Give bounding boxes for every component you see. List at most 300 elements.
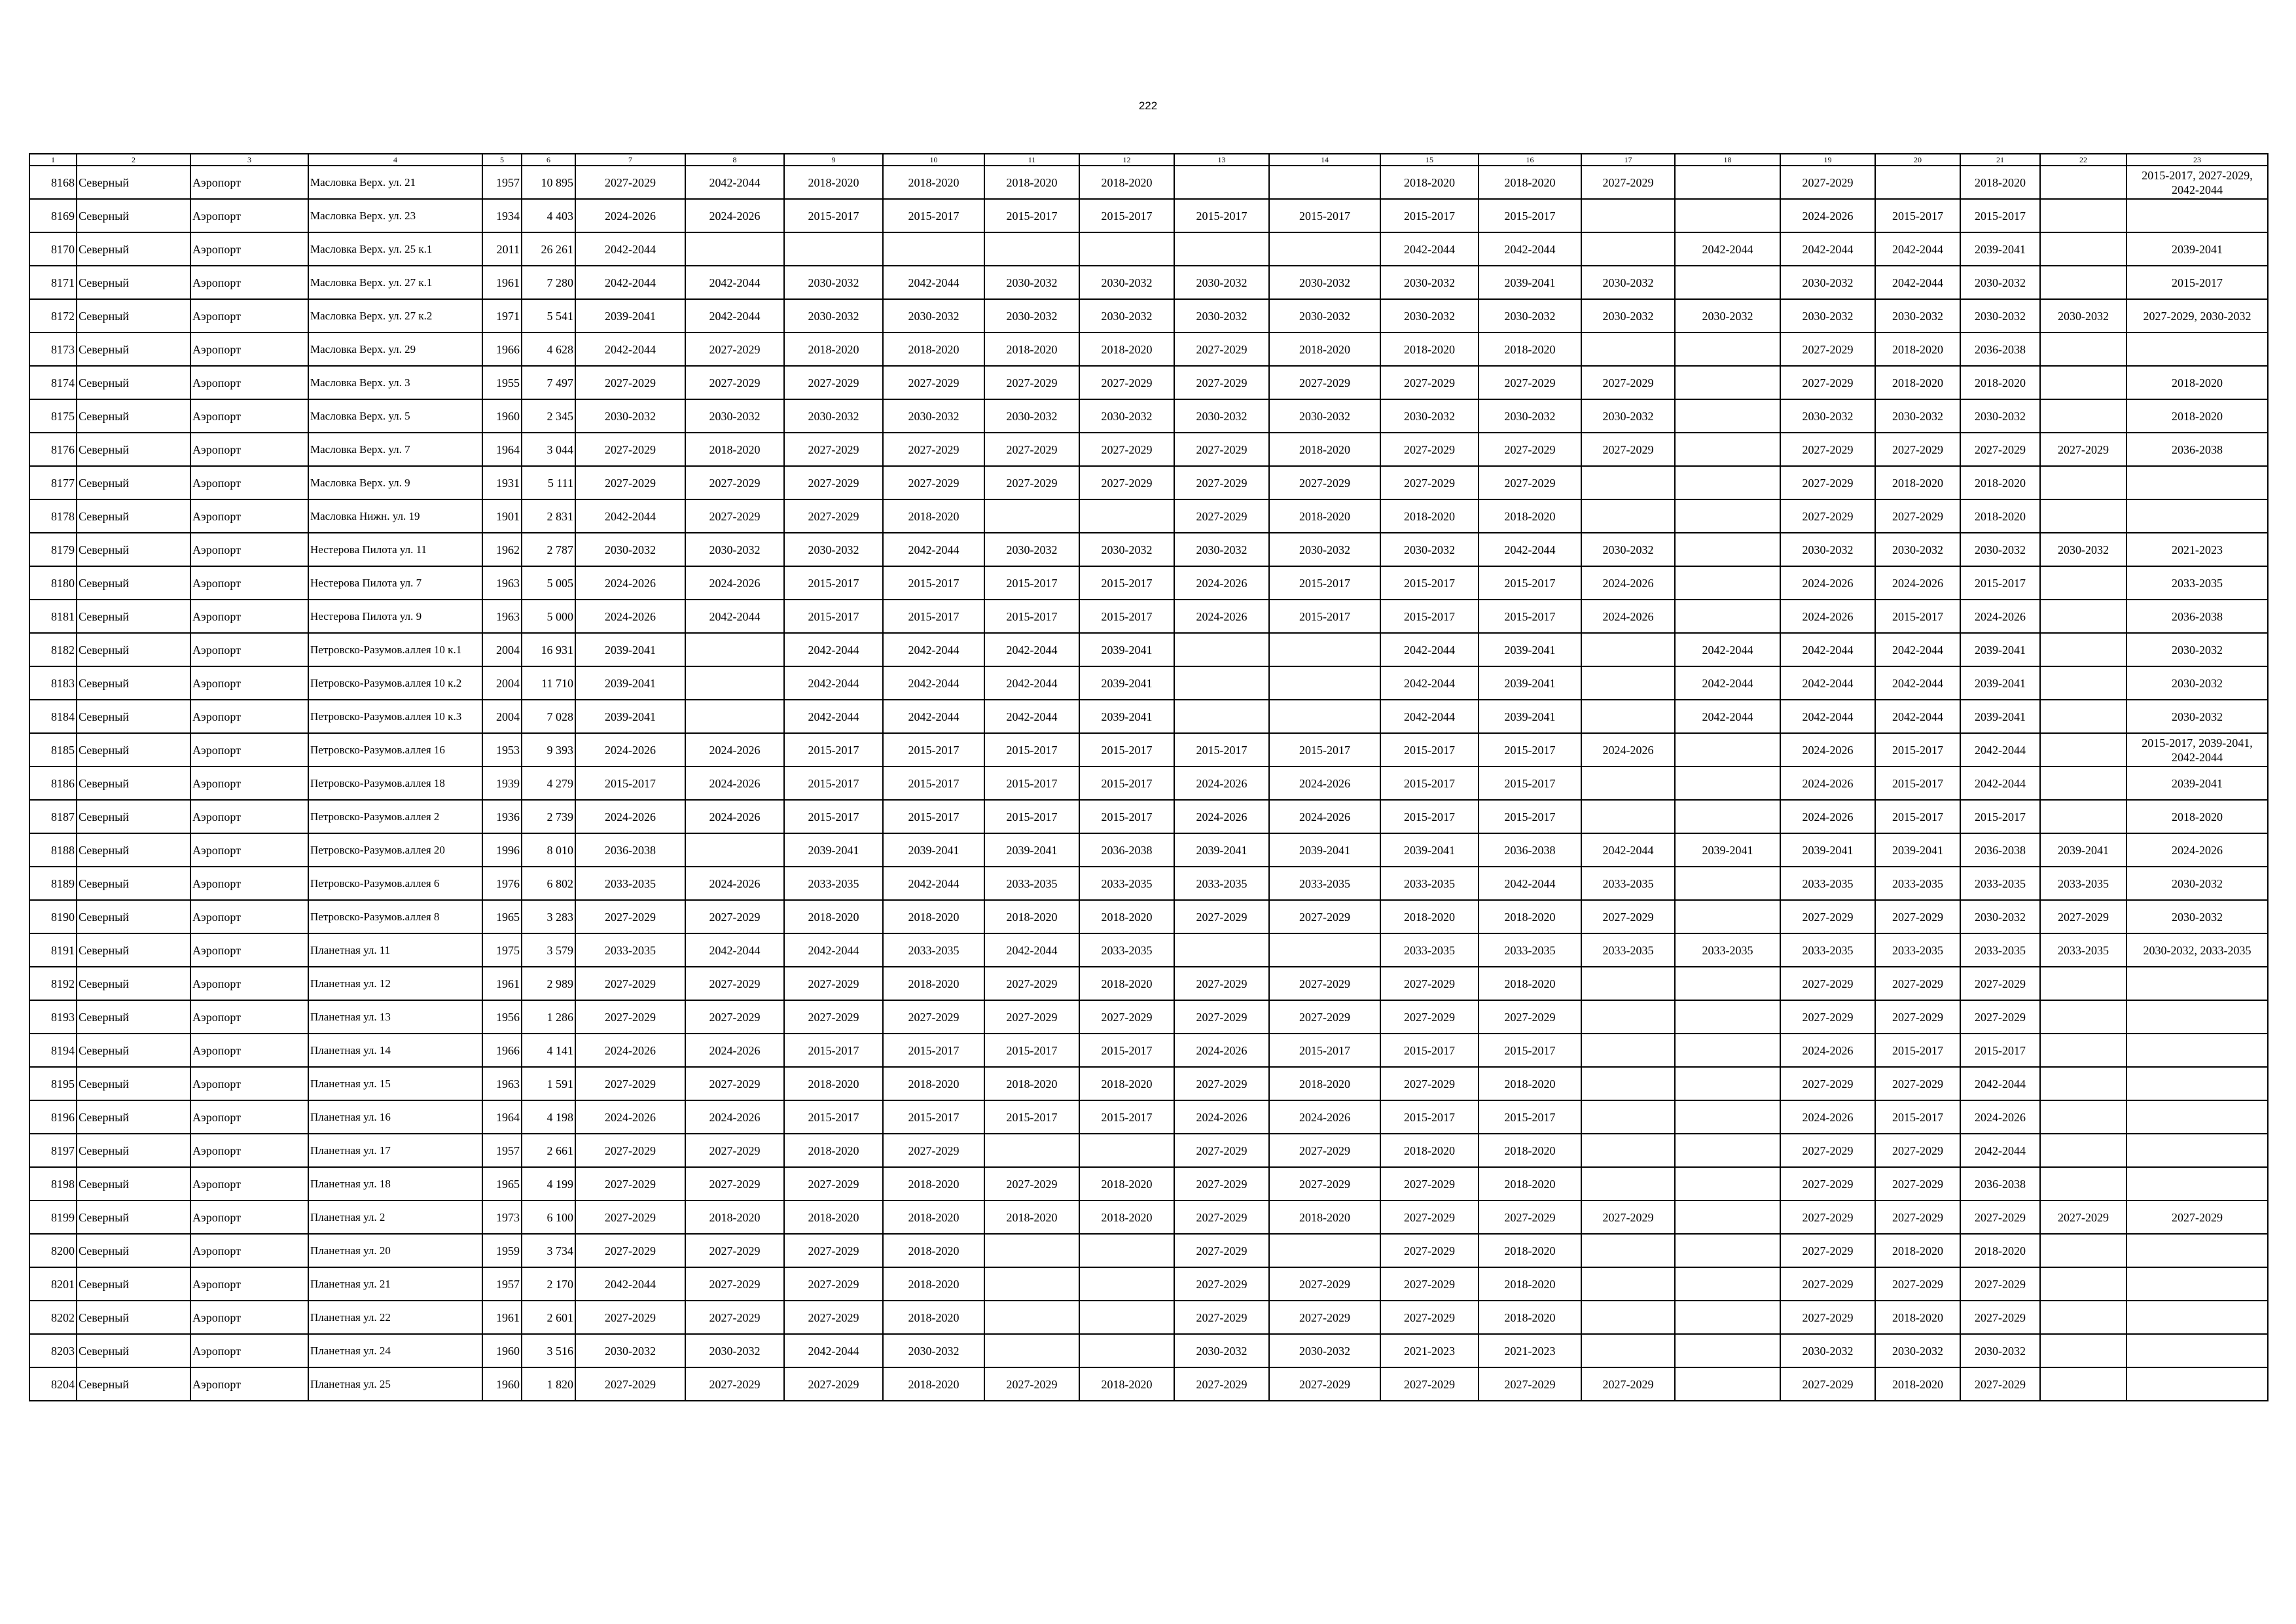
table-cell: 8169 <box>29 199 77 232</box>
table-cell: 2015-2017 <box>984 733 1079 767</box>
table-cell: 8185 <box>29 733 77 767</box>
table-cell: 2018-2020 <box>1479 1301 1581 1334</box>
column-number-cell: 2 <box>77 154 190 166</box>
table-cell: 2027-2029 <box>784 499 883 533</box>
table-cell <box>1675 1301 1780 1334</box>
column-number-cell: 5 <box>482 154 522 166</box>
table-cell: 2027-2029 <box>1380 433 1479 466</box>
table-cell: 2030-2032 <box>575 399 685 433</box>
table-cell: Аэропорт <box>190 533 308 566</box>
table-cell <box>1581 1100 1675 1134</box>
table-cell: 2027-2029 <box>1875 967 1960 1000</box>
table-cell <box>2126 1167 2268 1200</box>
table-cell: 2027-2029 <box>1269 1000 1380 1034</box>
table-cell: Аэропорт <box>190 800 308 833</box>
table-cell: 2027-2029 <box>575 1067 685 1100</box>
table-cell: 2027-2029 <box>1780 499 1875 533</box>
table-cell: 2033-2035 <box>1380 933 1479 967</box>
table-cell: 2018-2020 <box>1079 1167 1174 1200</box>
table-cell: 2033-2035 <box>1875 933 1960 967</box>
table-cell <box>984 1301 1079 1334</box>
table-cell <box>2040 1367 2126 1401</box>
table-cell: 2027-2029 <box>685 1134 784 1167</box>
table-cell: 2027-2029 <box>1079 433 1174 466</box>
table-cell: 4 279 <box>522 767 575 800</box>
table-cell: 8178 <box>29 499 77 533</box>
table-cell: 2004 <box>482 700 522 733</box>
table-cell: 2024-2026 <box>685 566 784 600</box>
table-cell: 2027-2029 <box>984 1000 1079 1034</box>
table-cell: 2015-2017 <box>784 800 883 833</box>
table-cell: 2018-2020 <box>1380 166 1479 199</box>
table-cell: 2018-2020 <box>1269 333 1380 366</box>
table-cell: Северный <box>77 299 190 333</box>
table-cell: 8179 <box>29 533 77 566</box>
table-cell: 1965 <box>482 1167 522 1200</box>
table-cell: 2042-2044 <box>1380 633 1479 666</box>
table-row <box>29 1134 2268 1167</box>
table-cell <box>2040 1301 2126 1334</box>
table-cell: Аэропорт <box>190 566 308 600</box>
table-cell: 8171 <box>29 266 77 299</box>
table-cell: 2018-2020 <box>1269 433 1380 466</box>
table-cell: 2027-2029 <box>1269 967 1380 1000</box>
table-cell: 2015-2017 <box>1079 767 1174 800</box>
table-cell: 2027-2029 <box>1780 967 1875 1000</box>
table-cell <box>1675 1167 1780 1200</box>
column-number-cell: 7 <box>575 154 685 166</box>
table-cell: 2015-2017 <box>984 1100 1079 1134</box>
table-cell <box>2040 333 2126 366</box>
table-row <box>29 266 2268 299</box>
table-cell: 2036-2038 <box>575 833 685 867</box>
table-cell <box>1675 333 1780 366</box>
table-cell <box>1675 600 1780 633</box>
table-cell: 1936 <box>482 800 522 833</box>
table-cell: 2033-2035 <box>1079 933 1174 967</box>
table-cell: 2027-2029 <box>1875 900 1960 933</box>
table-cell: 4 198 <box>522 1100 575 1134</box>
table-cell: 1959 <box>482 1234 522 1267</box>
table-cell: 2042-2044 <box>1960 1067 2040 1100</box>
table-cell: 2027-2029 <box>1960 1301 2040 1334</box>
table-cell: 2015-2017 <box>784 1100 883 1134</box>
table-cell: Аэропорт <box>190 1367 308 1401</box>
table-cell: 2030-2032 <box>984 266 1079 299</box>
table-cell: 2015-2017 <box>1479 800 1581 833</box>
table-cell: 2027-2029 <box>575 1234 685 1267</box>
table-cell: 2015-2017 <box>1479 199 1581 232</box>
table-cell: 1963 <box>482 1067 522 1100</box>
table-cell: 2027-2029 <box>1780 1234 1875 1267</box>
table-cell: 2027-2029 <box>984 967 1079 1000</box>
table-cell: 2015-2017, 2039-2041, 2042-2044 <box>2126 733 2268 767</box>
table-cell: 2024-2026 <box>1269 767 1380 800</box>
table-cell: Нестерова Пилота ул. 11 <box>308 533 482 566</box>
table-cell: Северный <box>77 800 190 833</box>
table-cell: 2024-2026 <box>1174 767 1269 800</box>
table-cell <box>984 232 1079 266</box>
table-cell <box>1079 499 1174 533</box>
table-cell: 2024-2026 <box>685 767 784 800</box>
table-cell: 2042-2044 <box>883 700 984 733</box>
table-cell: Аэропорт <box>190 232 308 266</box>
table-cell <box>2040 499 2126 533</box>
table-cell: 2036-2038 <box>2126 600 2268 633</box>
table-cell <box>1079 232 1174 266</box>
table-cell: 2027-2029 <box>1780 1000 1875 1034</box>
table-cell: 2018-2020 <box>984 333 1079 366</box>
table-cell: 2027-2029 <box>685 1000 784 1034</box>
table-cell <box>2040 800 2126 833</box>
table-cell <box>1675 1367 1780 1401</box>
table-cell: 2024-2026 <box>1780 767 1875 800</box>
table-cell: 2024-2026 <box>575 199 685 232</box>
table-cell: 2027-2029 <box>784 366 883 399</box>
table-cell: 2018-2020 <box>2126 800 2268 833</box>
table-cell: 2042-2044 <box>1380 232 1479 266</box>
table-cell: 2018-2020 <box>883 900 984 933</box>
table-cell: 2033-2035 <box>1380 867 1479 900</box>
table-cell: 2018-2020 <box>1960 166 2040 199</box>
table-cell: 2030-2032 <box>1581 399 1675 433</box>
table-cell: 2018-2020 <box>1269 1067 1380 1100</box>
table-cell <box>784 232 883 266</box>
table-cell: 2018-2020 <box>1479 1234 1581 1267</box>
table-cell: 2030-2032 <box>784 399 883 433</box>
table-cell <box>2126 1100 2268 1134</box>
table-cell <box>1581 1234 1675 1267</box>
table-cell <box>1581 666 1675 700</box>
table-cell: 8186 <box>29 767 77 800</box>
table-cell <box>2126 466 2268 499</box>
table-cell: Северный <box>77 733 190 767</box>
table-cell: 2015-2017 <box>784 767 883 800</box>
table-cell <box>1675 533 1780 566</box>
table-cell: 2024-2026 <box>1174 566 1269 600</box>
table-cell: Планетная ул. 2 <box>308 1200 482 1234</box>
table-cell: 2039-2041 <box>1380 833 1479 867</box>
table-cell: 2027-2029 <box>685 1167 784 1200</box>
table-cell: 2015-2017, 2027-2029, 2042-2044 <box>2126 166 2268 199</box>
table-cell: 2027-2029 <box>784 1267 883 1301</box>
table-cell: 2018-2020 <box>1960 366 2040 399</box>
table-cell: 2027-2029 <box>575 466 685 499</box>
table-cell: 1901 <box>482 499 522 533</box>
table-cell: 2027-2029 <box>1079 1000 1174 1034</box>
table-cell: 2042-2044 <box>1380 666 1479 700</box>
table-cell <box>685 700 784 733</box>
table-cell: 2042-2044 <box>1875 266 1960 299</box>
table-cell <box>1675 1334 1780 1367</box>
table-cell: 2033-2035 <box>883 933 984 967</box>
table-cell <box>1675 767 1780 800</box>
table-cell: 2015-2017 <box>883 733 984 767</box>
table-cell: 1957 <box>482 166 522 199</box>
table-cell: 8197 <box>29 1134 77 1167</box>
table-row <box>29 299 2268 333</box>
table-cell: 2011 <box>482 232 522 266</box>
table-cell: 2027-2029 <box>575 166 685 199</box>
table-cell <box>1675 1100 1780 1134</box>
table-cell: 2015-2017 <box>1960 1034 2040 1067</box>
table-cell: Аэропорт <box>190 399 308 433</box>
table-cell: Аэропорт <box>190 600 308 633</box>
table-cell: 2027-2029 <box>1174 1167 1269 1200</box>
table-cell: 2018-2020 <box>1079 1367 1174 1401</box>
table-cell: 2027-2029 <box>1380 1200 1479 1234</box>
table-cell: 8192 <box>29 967 77 1000</box>
table-cell: 2030-2032 <box>1479 399 1581 433</box>
table-cell: 2027-2029 <box>1380 1000 1479 1034</box>
column-number-header <box>29 154 2268 166</box>
table-cell: 8201 <box>29 1267 77 1301</box>
table-cell: 2015-2017 <box>1079 1100 1174 1134</box>
table-cell: 2027-2029 <box>2126 1200 2268 1234</box>
table-cell: 2027-2029 <box>784 433 883 466</box>
table-row <box>29 232 2268 266</box>
table-cell: Планетная ул. 15 <box>308 1067 482 1100</box>
table-cell <box>2040 399 2126 433</box>
table-cell: 2027-2029 <box>1780 333 1875 366</box>
table-row <box>29 433 2268 466</box>
table-cell: 2033-2035 <box>1079 867 1174 900</box>
table-row <box>29 1067 2268 1100</box>
table-cell: 2030-2032, 2033-2035 <box>2126 933 2268 967</box>
table-row <box>29 533 2268 566</box>
table-cell: 2030-2032 <box>1780 1334 1875 1367</box>
table-cell: 2027-2029 <box>1269 1367 1380 1401</box>
table-cell: 2027-2029 <box>575 1167 685 1200</box>
table-cell <box>1174 232 1269 266</box>
table-cell: 2018-2020 <box>1380 900 1479 933</box>
table-cell: 2030-2032 <box>1581 299 1675 333</box>
table-cell: 2018-2020 <box>2126 366 2268 399</box>
table-cell: 2027-2029 <box>1174 1367 1269 1401</box>
table-cell: 2024-2026 <box>1875 566 1960 600</box>
table-cell: 2027-2029 <box>1875 499 1960 533</box>
table-cell: Масловка Верх. ул. 5 <box>308 399 482 433</box>
column-number-cell: 10 <box>883 154 984 166</box>
table-cell: 2030-2032 <box>784 533 883 566</box>
table-cell <box>2040 967 2126 1000</box>
table-cell: 2042-2044 <box>1479 533 1581 566</box>
table-cell: 2030-2032 <box>685 1334 784 1367</box>
table-cell: 2027-2029 <box>685 1367 784 1401</box>
table-cell <box>2040 1334 2126 1367</box>
table-cell: 2015-2017 <box>984 767 1079 800</box>
table-cell: Северный <box>77 900 190 933</box>
table-cell: 1965 <box>482 900 522 933</box>
table-cell: 2027-2029 <box>1479 1200 1581 1234</box>
table-cell: Планетная ул. 20 <box>308 1234 482 1267</box>
table-cell: Планетная ул. 18 <box>308 1167 482 1200</box>
table-cell: 2039-2041 <box>1479 633 1581 666</box>
table-cell: 2027-2029 <box>784 1367 883 1401</box>
table-cell: Северный <box>77 1200 190 1234</box>
table-cell: 2039-2041 <box>2040 833 2126 867</box>
table-cell: 4 141 <box>522 1034 575 1067</box>
table-cell: 2033-2035 <box>1675 933 1780 967</box>
table-cell: Аэропорт <box>190 433 308 466</box>
table-cell <box>2040 1034 2126 1067</box>
table-cell: Аэропорт <box>190 900 308 933</box>
table-cell: 2042-2044 <box>1479 867 1581 900</box>
table-cell: 2027-2029 <box>685 1301 784 1334</box>
table-cell: 2024-2026 <box>1780 199 1875 232</box>
table-cell: 2027-2029 <box>1174 1134 1269 1167</box>
table-cell: Масловка Верх. ул. 21 <box>308 166 482 199</box>
table-cell: 2027-2029 <box>1875 1000 1960 1034</box>
table-cell: 2018-2020 <box>1479 1267 1581 1301</box>
table-cell <box>1675 800 1780 833</box>
table-cell <box>2040 733 2126 767</box>
table-cell: Аэропорт <box>190 1334 308 1367</box>
table-cell: 2018-2020 <box>1960 499 2040 533</box>
table-cell: 2042-2044 <box>984 700 1079 733</box>
table-cell: Аэропорт <box>190 366 308 399</box>
table-cell: 2027-2029 <box>784 1000 883 1034</box>
table-cell: 2027-2029 <box>1380 1301 1479 1334</box>
table-cell <box>2040 633 2126 666</box>
table-cell: 8172 <box>29 299 77 333</box>
table-cell <box>1581 967 1675 1000</box>
table-cell <box>2040 232 2126 266</box>
table-cell: 2018-2020 <box>1875 333 1960 366</box>
table-cell: Северный <box>77 366 190 399</box>
table-cell <box>1675 466 1780 499</box>
table-row <box>29 1234 2268 1267</box>
table-cell: 8202 <box>29 1301 77 1334</box>
table-cell: 2018-2020 <box>1479 900 1581 933</box>
table-row <box>29 166 2268 199</box>
table-cell <box>2040 1267 2126 1301</box>
table-cell: 2030-2032 <box>685 399 784 433</box>
table-cell: 2018-2020 <box>883 1200 984 1234</box>
table-cell: 2018-2020 <box>883 1301 984 1334</box>
table-cell: 2024-2026 <box>1780 733 1875 767</box>
table-cell: 8196 <box>29 1100 77 1134</box>
table-cell: 2042-2044 <box>685 600 784 633</box>
table-cell <box>1269 666 1380 700</box>
table-cell: 2030-2032 <box>1174 399 1269 433</box>
table-cell: 2042-2044 <box>1479 232 1581 266</box>
table-cell: Аэропорт <box>190 1000 308 1034</box>
table-cell <box>2040 1100 2126 1134</box>
table-cell: Аэропорт <box>190 1267 308 1301</box>
table-cell: Северный <box>77 199 190 232</box>
table-cell: 2 345 <box>522 399 575 433</box>
table-cell: 2027-2029 <box>1174 466 1269 499</box>
table-cell: Северный <box>77 533 190 566</box>
table-cell: Северный <box>77 1267 190 1301</box>
table-cell: Петровско-Разумов.аллея 2 <box>308 800 482 833</box>
table-cell: Северный <box>77 1067 190 1100</box>
table-cell: Петровско-Разумов.аллея 6 <box>308 867 482 900</box>
table-cell <box>1269 1234 1380 1267</box>
table-row <box>29 399 2268 433</box>
table-cell: 2015-2017 <box>1479 566 1581 600</box>
table-cell: 2030-2032 <box>1780 299 1875 333</box>
table-cell: Масловка Верх. ул. 7 <box>308 433 482 466</box>
table-cell: 2015-2017 <box>784 199 883 232</box>
table-cell: 2042-2044 <box>1960 733 2040 767</box>
table-cell: 2027-2029 <box>2040 900 2126 933</box>
table-cell <box>1675 166 1780 199</box>
table-cell: 8195 <box>29 1067 77 1100</box>
table-cell: 2018-2020 <box>1079 1200 1174 1234</box>
table-cell: 8184 <box>29 700 77 733</box>
table-cell <box>1581 1167 1675 1200</box>
table-cell <box>1581 1067 1675 1100</box>
table-cell: 2027-2029 <box>1960 433 2040 466</box>
table-cell: 1966 <box>482 333 522 366</box>
table-cell: 2042-2044 <box>1875 700 1960 733</box>
table-cell: 2027-2029 <box>1479 433 1581 466</box>
table-cell: 2027-2029 <box>1581 433 1675 466</box>
table-cell: 2027-2029 <box>1875 1200 1960 1234</box>
table-cell: 2024-2026 <box>1780 1034 1875 1067</box>
table-cell: 2027-2029 <box>575 1367 685 1401</box>
table-cell: 2024-2026 <box>1581 733 1675 767</box>
table-cell: 2042-2044 <box>575 232 685 266</box>
table-cell: 2039-2041 <box>1479 266 1581 299</box>
table-cell: 8 010 <box>522 833 575 867</box>
table-row <box>29 733 2268 767</box>
table-cell: 2027-2029 <box>1174 1234 1269 1267</box>
table-cell: Северный <box>77 1100 190 1134</box>
table-cell: Северный <box>77 933 190 967</box>
table-cell: 2042-2044 <box>1875 666 1960 700</box>
table-cell: 2024-2026 <box>1174 800 1269 833</box>
table-cell: 2030-2032 <box>1269 399 1380 433</box>
table-cell: 2018-2020 <box>984 900 1079 933</box>
table-cell: 2033-2035 <box>1875 867 1960 900</box>
table-cell: 3 516 <box>522 1334 575 1367</box>
table-cell: 2033-2035 <box>2040 867 2126 900</box>
table-cell: 2015-2017 <box>883 566 984 600</box>
table-cell: Северный <box>77 1134 190 1167</box>
table-cell: 8198 <box>29 1167 77 1200</box>
table-cell: 2021-2023 <box>1380 1334 1479 1367</box>
table-cell: 2024-2026 <box>575 600 685 633</box>
table-cell <box>2126 1334 2268 1367</box>
table-row <box>29 466 2268 499</box>
table-row <box>29 600 2268 633</box>
table-cell: 2033-2035 <box>1269 867 1380 900</box>
table-cell: 2042-2044 <box>883 533 984 566</box>
table-cell: 2027-2029 <box>1780 1200 1875 1234</box>
table-cell: Северный <box>77 1367 190 1401</box>
table-cell: 1961 <box>482 967 522 1000</box>
table-cell <box>2126 1234 2268 1267</box>
page-number: 222 <box>1138 99 1158 112</box>
table-cell: 2030-2032 <box>1581 533 1675 566</box>
table-cell: 2030-2032 <box>1780 266 1875 299</box>
table-cell: 2039-2041 <box>1780 833 1875 867</box>
table-cell: 2021-2023 <box>2126 533 2268 566</box>
table-cell: 2018-2020 <box>883 1367 984 1401</box>
table-row <box>29 933 2268 967</box>
table-cell <box>1675 566 1780 600</box>
table-cell: 1971 <box>482 299 522 333</box>
table-cell <box>2040 700 2126 733</box>
table-cell: 2027-2029 <box>1380 1067 1479 1100</box>
table-cell: 2027-2029 <box>1581 166 1675 199</box>
table-cell: Петровско-Разумов.аллея 10 к.3 <box>308 700 482 733</box>
table-cell: 2027-2029 <box>1269 900 1380 933</box>
table-cell: 2033-2035 <box>1960 867 2040 900</box>
